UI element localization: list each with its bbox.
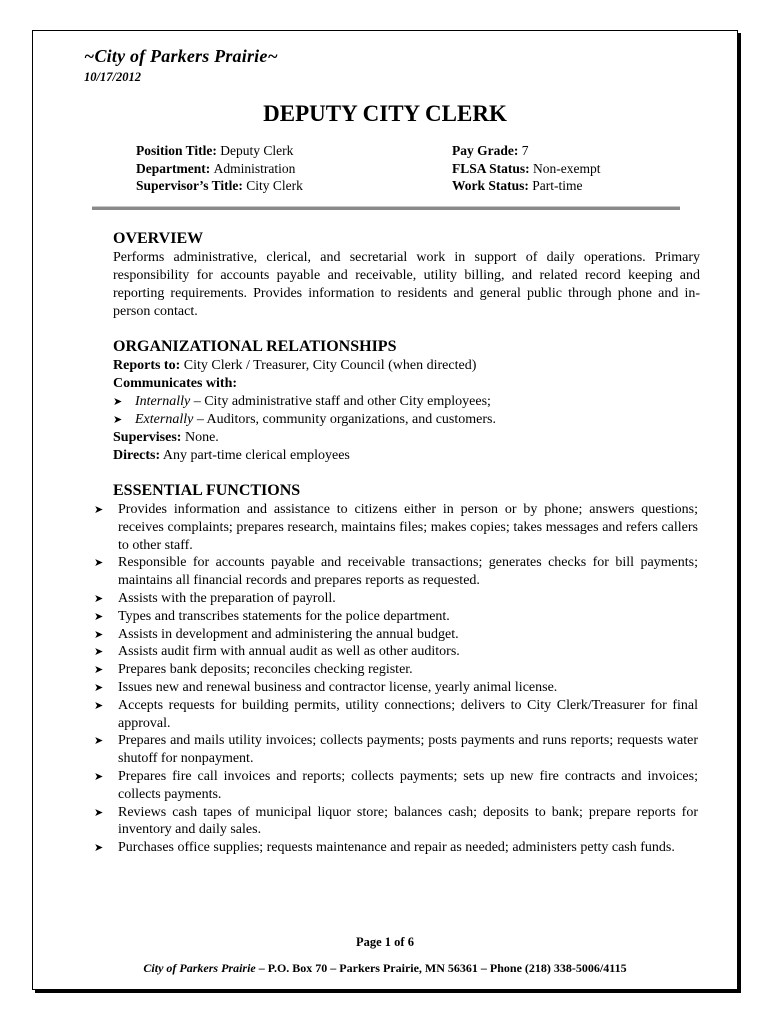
- page-number: Page 1 of 6: [356, 935, 414, 949]
- supervisor-title-value: City Clerk: [246, 178, 303, 193]
- pay-grade-value: 7: [521, 143, 529, 158]
- supervisor-title-label: Supervisor’s Title:: [136, 178, 243, 193]
- header-divider: [92, 206, 680, 210]
- list-item: [94, 697, 698, 733]
- arrowhead-bullet-icon: ➤: [94, 769, 104, 783]
- overview-section: [113, 229, 700, 321]
- function-text: Reviews cash tapes of municipal liquor store; balances cash; deposits to bank; prepare reports for inventory and daily sales.: [118, 804, 698, 838]
- function-text: Assists with the preparation of payroll.: [118, 590, 336, 606]
- directs-row: [113, 447, 700, 465]
- supervises-value: None.: [184, 430, 219, 445]
- function-text: Assists audit firm with annual audit as well as other auditors.: [118, 644, 460, 660]
- org-relationships-section: [113, 337, 700, 465]
- document-title: DEPUTY CITY CLERK: [263, 101, 507, 126]
- reports-to-label: Reports to:: [113, 358, 181, 373]
- footer: [0, 961, 770, 976]
- pay-grade-row: [452, 142, 601, 160]
- arrowhead-bullet-icon: ➤: [94, 698, 104, 712]
- function-text: Prepares bank deposits; reconciles checking register.: [118, 662, 413, 678]
- department-value: Administration: [213, 160, 296, 176]
- department-row: [136, 160, 303, 178]
- list-item: [94, 839, 698, 857]
- position-title-value: Deputy Clerk: [220, 143, 294, 158]
- footer-address: – P.O. Box 70 – Parkers Prairie, MN 56361 – Phone (218) 338-5006/4115: [255, 961, 627, 975]
- list-item: [94, 626, 698, 644]
- arrowhead-bullet-icon: ➤: [94, 591, 104, 605]
- work-status-value: Part-time: [532, 178, 583, 193]
- overview-heading: OVERVIEW: [113, 230, 204, 247]
- list-item: [94, 768, 698, 804]
- arrowhead-bullet-icon: ➤: [113, 413, 123, 426]
- reports-to-row: [113, 357, 700, 375]
- communicates-with-label: Communicates with:: [113, 376, 238, 391]
- list-item: [94, 501, 698, 554]
- org-relationships-heading: ORGANIZATIONAL RELATIONSHIPS: [113, 338, 397, 355]
- arrowhead-bullet-icon: ➤: [113, 395, 123, 408]
- arrowhead-bullet-icon: ➤: [94, 841, 104, 855]
- reports-to-value: City Clerk / Treasurer, City Council (when directed): [183, 358, 477, 373]
- list-item: [94, 590, 698, 608]
- position-title-row: [136, 142, 303, 160]
- function-text: Prepares and mails utility invoices; collects payments; posts payments and runs reports; requests water shutoff for nonpayment.: [118, 733, 698, 767]
- footer-city: City of Parkers Prairie: [143, 961, 256, 975]
- position-info-right: [452, 142, 601, 195]
- communicates-text: – Auditors, community organizations, and customers.: [193, 412, 496, 427]
- arrowhead-bullet-icon: ➤: [94, 645, 104, 659]
- flsa-status-label: FLSA Status:: [452, 160, 530, 176]
- arrowhead-bullet-icon: ➤: [94, 503, 104, 516]
- list-item: [94, 732, 698, 768]
- function-text: Purchases office supplies; requests maintenance and repair as needed; administers petty cash funds.: [118, 840, 675, 856]
- essential-functions-list: [94, 501, 698, 857]
- list-item: [94, 804, 698, 840]
- list-item: [94, 554, 698, 590]
- function-text: Responsible for accounts payable and receivable transactions; generates checks for bill payments; maintains all financial records and prepares reports as requested.: [118, 555, 698, 589]
- arrowhead-bullet-icon: ➤: [94, 556, 104, 570]
- directs-label: Directs:: [113, 448, 161, 463]
- function-text: Accepts requests for building permits, utility connections; delivers to City Clerk/Treasurer for final approval.: [118, 697, 698, 731]
- communicates-term: Externally: [135, 412, 194, 427]
- arrowhead-bullet-icon: ➤: [94, 805, 104, 819]
- function-text: Provides information and assistance to citizens either in person or by phone; answers questions; receives complaints; prepares research, maintains files; makes copies; takes messages and refers callers to other staff.: [118, 502, 698, 553]
- position-title-label: Position Title:: [136, 143, 217, 158]
- directs-value: Any part-time clerical employees: [162, 448, 350, 463]
- list-item: [94, 608, 698, 626]
- overview-text: Performs administrative, clerical, and secretarial work in support of daily operations. Primary responsibility for accounts payable and receivable, utility billing, and related record keeping and reporting requirements. Provides information to residents and general public through phone and in-person contact.: [113, 250, 700, 319]
- list-item: [113, 393, 700, 411]
- essential-functions-heading: ESSENTIAL FUNCTIONS: [113, 482, 301, 499]
- arrowhead-bullet-icon: ➤: [94, 663, 104, 677]
- flsa-status-value: Non-exempt: [533, 160, 601, 176]
- arrowhead-bullet-icon: ➤: [94, 627, 104, 641]
- communicates-text: – City administrative staff and other City employees;: [190, 394, 491, 409]
- work-status-label: Work Status:: [452, 178, 529, 193]
- communicates-with-row: [113, 375, 700, 393]
- arrowhead-bullet-icon: ➤: [94, 680, 104, 694]
- function-text: Assists in development and administering the annual budget.: [118, 626, 459, 642]
- pay-grade-label: Pay Grade:: [452, 143, 519, 158]
- department-label: Department:: [136, 160, 211, 176]
- list-item: [94, 679, 698, 697]
- function-text: Prepares fire call invoices and reports; collects payments; sets up new fire contracts and invoices; collects payments.: [118, 768, 698, 802]
- header-date: 10/17/2012: [84, 70, 141, 84]
- arrowhead-bullet-icon: ➤: [94, 734, 104, 748]
- supervises-row: [113, 429, 700, 447]
- supervises-label: Supervises:: [113, 430, 182, 445]
- function-text: Types and transcribes statements for the police department.: [118, 608, 450, 624]
- essential-functions-section: [94, 481, 698, 857]
- communicates-term: Internally: [135, 394, 191, 409]
- supervisor-title-row: [136, 177, 303, 195]
- function-text: Issues new and renewal business and contractor license, yearly animal license.: [118, 679, 558, 695]
- arrowhead-bullet-icon: ➤: [94, 609, 104, 623]
- header-city-name: ~City of Parkers Prairie~: [84, 46, 278, 66]
- list-item: [94, 643, 698, 661]
- work-status-row: [452, 177, 601, 195]
- list-item: [113, 411, 700, 429]
- list-item: [94, 661, 698, 679]
- flsa-status-row: [452, 160, 601, 178]
- position-info-left: [136, 142, 303, 195]
- communicates-list: [113, 393, 700, 429]
